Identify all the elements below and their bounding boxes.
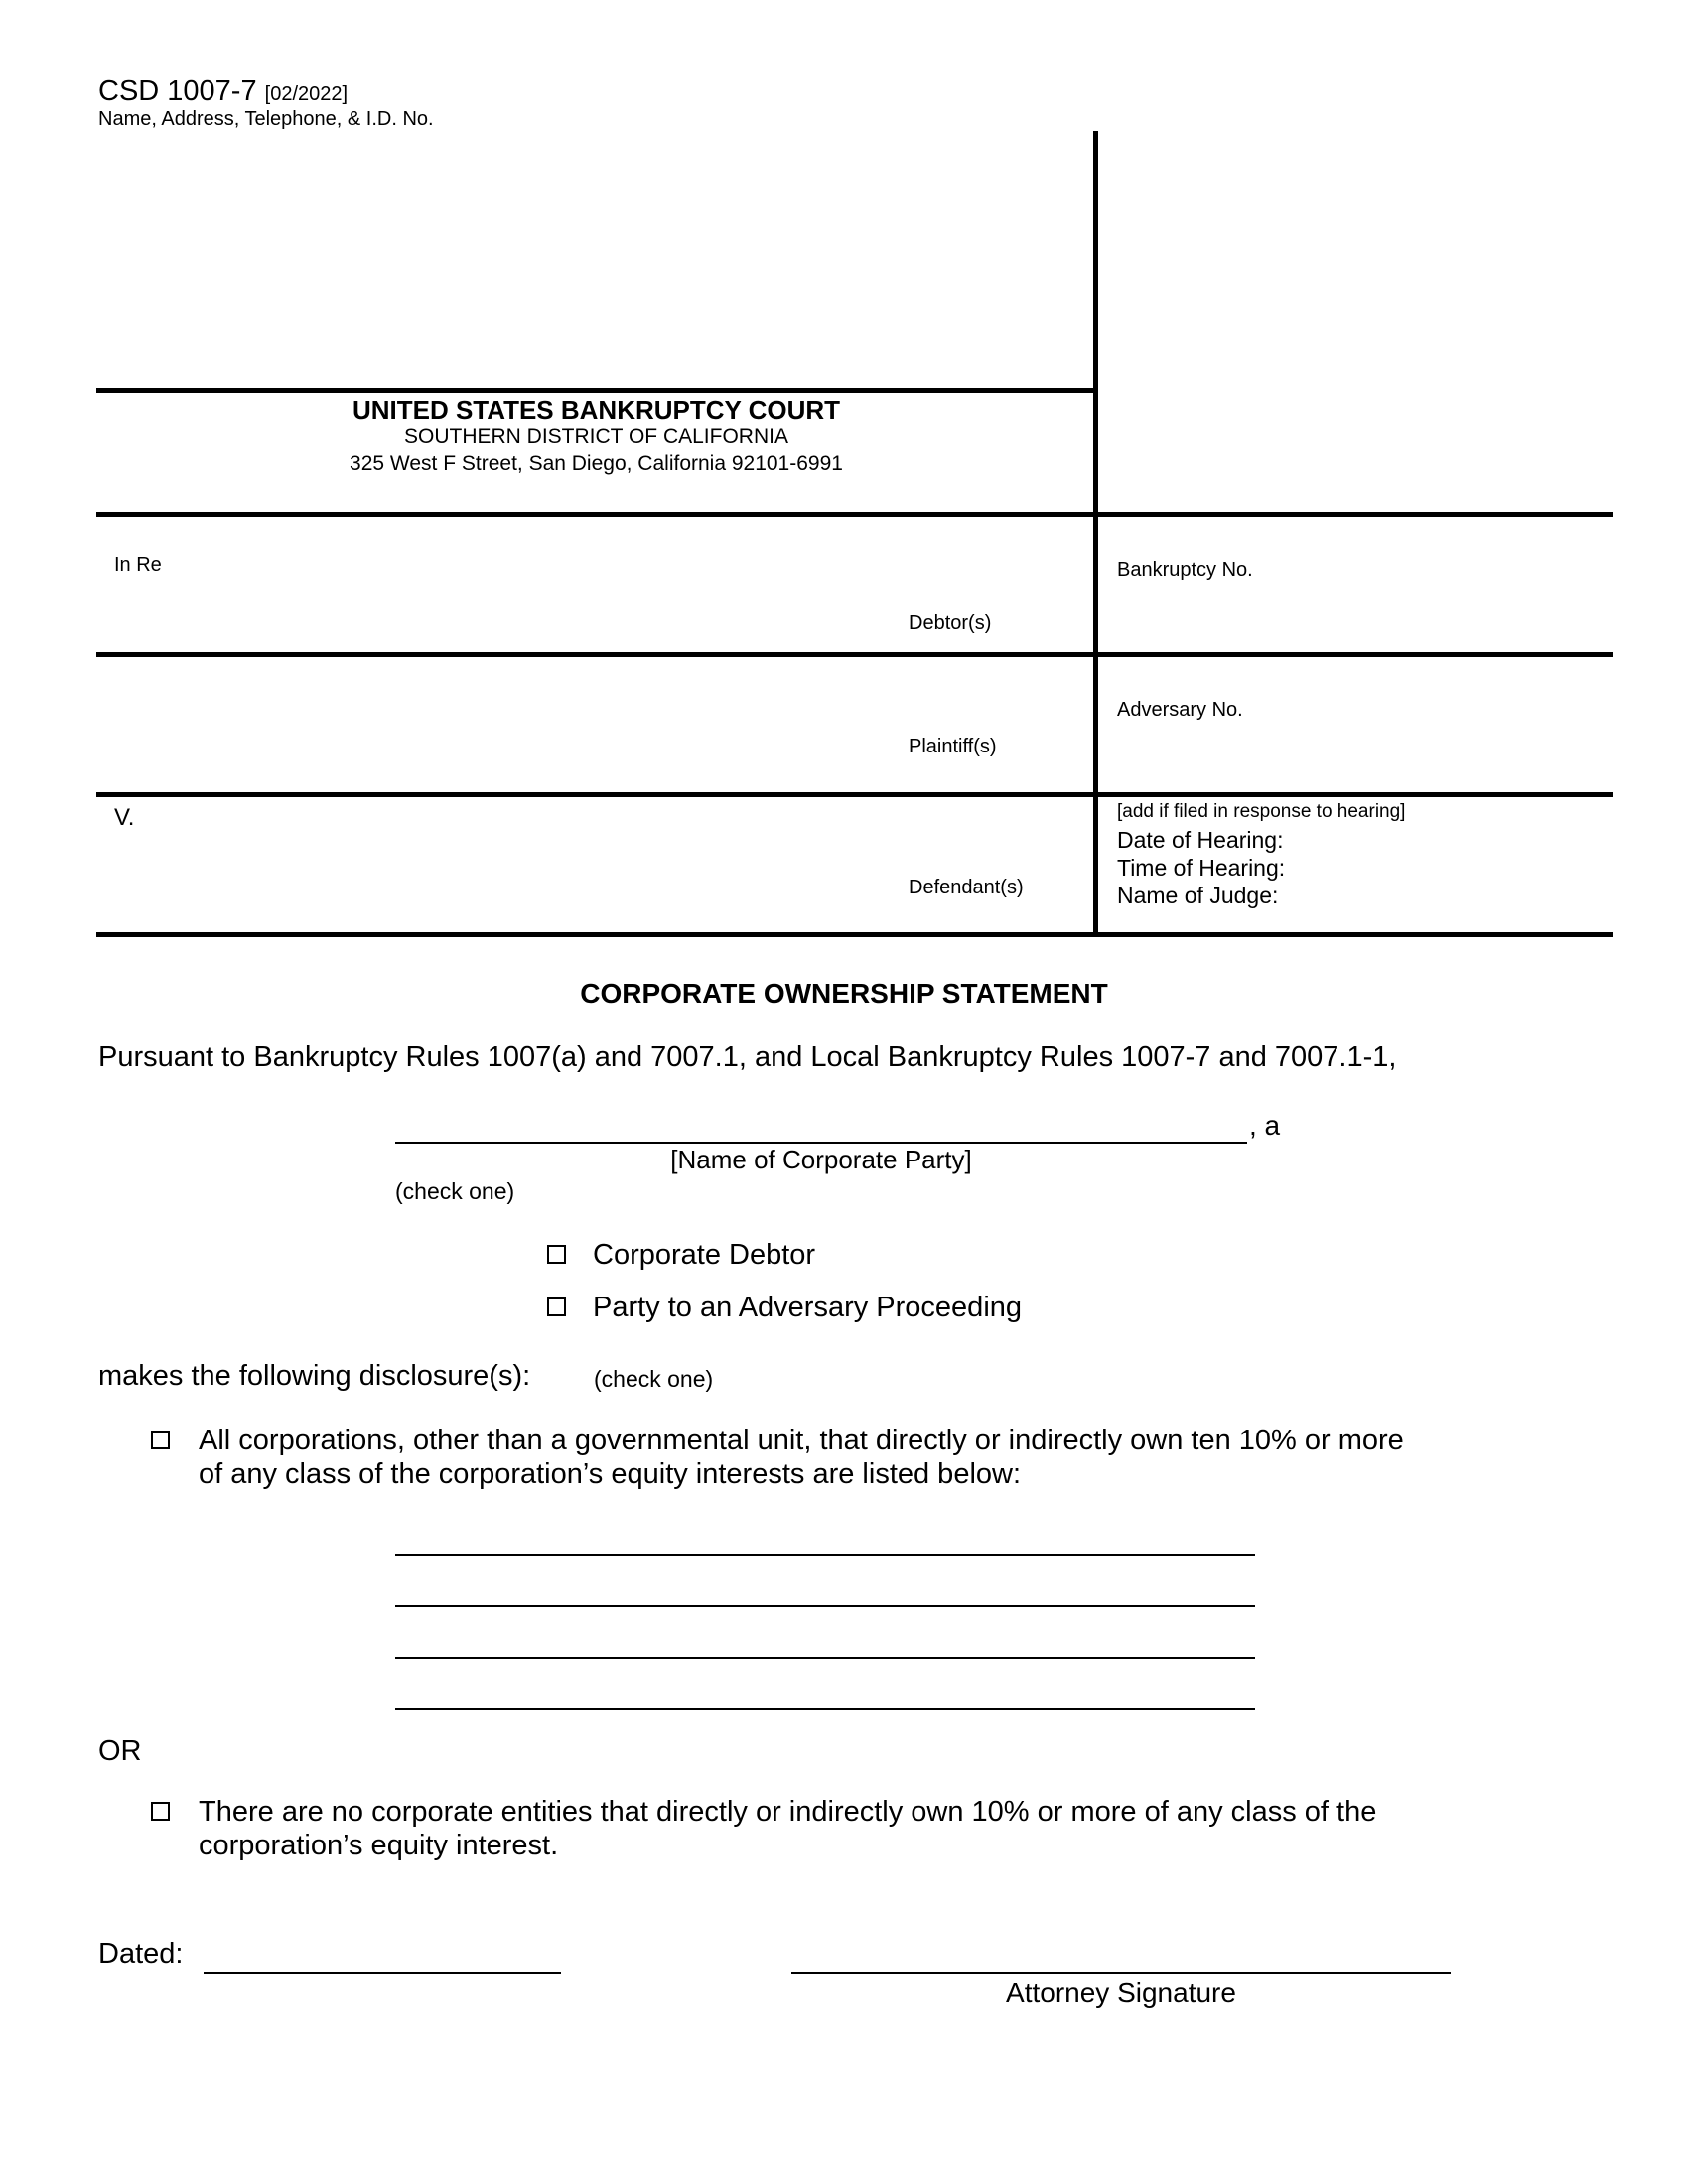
caption-rule-2 bbox=[96, 652, 1613, 657]
attorney-signature-label: Attorney Signature bbox=[1006, 1978, 1236, 2008]
adversary-no-field[interactable] bbox=[1117, 730, 1602, 769]
owner-entry-3[interactable] bbox=[395, 1619, 1255, 1655]
corporate-debtor-checkbox[interactable] bbox=[547, 1245, 566, 1264]
dated-line bbox=[204, 1972, 561, 1974]
defendant-name-field[interactable] bbox=[199, 839, 902, 879]
hearing-note: [add if filed in response to hearing] bbox=[1117, 801, 1406, 822]
owner-line-3 bbox=[395, 1657, 1255, 1659]
owner-line-1 bbox=[395, 1554, 1255, 1556]
disclosure-owners-text-line1: All corporations, other than a governmental unit, that directly or indirectly own ten 10% or more bbox=[199, 1425, 1404, 1456]
adversary-no-label: Adversary No. bbox=[1117, 699, 1243, 721]
date-of-hearing-label: Date of Hearing: bbox=[1117, 827, 1284, 853]
owner-line-4 bbox=[395, 1708, 1255, 1710]
dated-label: Dated: bbox=[98, 1938, 184, 1970]
pursuant-statement: Pursuant to Bankruptcy Rules 1007(a) and 7007.1, and Local Bankruptcy Rules 1007-7 and 7007.1-1, bbox=[98, 1041, 1397, 1073]
court-name: UNITED STATES BANKRUPTCY COURT bbox=[352, 395, 841, 425]
debtors-label: Debtor(s) bbox=[909, 613, 992, 634]
document-title: CORPORATE OWNERSHIP STATEMENT bbox=[580, 978, 1108, 1009]
plaintiff-name-field[interactable] bbox=[199, 695, 902, 735]
disclosure-owners-text-line2: of any class of the corporation’s equity interests are listed below: bbox=[199, 1458, 1022, 1490]
dated-field[interactable] bbox=[204, 1934, 561, 1970]
adversary-party-label: Party to an Adversary Proceeding bbox=[593, 1292, 1023, 1323]
party-suffix: , a bbox=[1249, 1110, 1281, 1141]
versus-label: V. bbox=[114, 804, 135, 831]
check-one-label-1: (check one) bbox=[395, 1178, 515, 1204]
attorney-info-field[interactable] bbox=[98, 139, 1085, 381]
owner-entry-4[interactable] bbox=[395, 1671, 1255, 1706]
court-top-rule bbox=[96, 388, 1096, 393]
attorney-info-label: Name, Address, Telephone, & I.D. No. bbox=[98, 108, 434, 130]
form-revision-date: [02/2022] bbox=[264, 83, 349, 105]
makes-disclosure-text: makes the following disclosure(s): bbox=[98, 1360, 531, 1392]
bankruptcy-no-field[interactable] bbox=[1117, 591, 1602, 630]
signature-line[interactable] bbox=[791, 1972, 1451, 1974]
plaintiffs-label: Plaintiff(s) bbox=[909, 736, 997, 757]
form-id bbox=[98, 75, 348, 108]
form-number: CSD 1007-7 bbox=[98, 75, 257, 107]
disclosure-none-checkbox[interactable] bbox=[151, 1802, 170, 1821]
corporate-party-name-line bbox=[395, 1142, 1247, 1144]
caption-vertical-divider bbox=[1093, 131, 1098, 937]
defendants-label: Defendant(s) bbox=[909, 877, 1024, 898]
time-of-hearing-label: Time of Hearing: bbox=[1117, 855, 1286, 881]
caption-rule-3 bbox=[96, 792, 1613, 797]
bankruptcy-no-label: Bankruptcy No. bbox=[1117, 559, 1253, 581]
court-district: SOUTHERN DISTRICT OF CALIFORNIA bbox=[404, 425, 788, 448]
caption-rule-4 bbox=[96, 932, 1613, 937]
court-address: 325 West F Street, San Diego, California 92101-6991 bbox=[350, 452, 843, 475]
or-separator: OR bbox=[98, 1735, 142, 1767]
debtor-name-field[interactable] bbox=[199, 576, 902, 615]
in-re-label: In Re bbox=[114, 554, 162, 576]
disclosure-none-text-line1: There are no corporate entities that directly or indirectly own 10% or more of any class of the bbox=[199, 1796, 1377, 1828]
owner-entry-2[interactable] bbox=[395, 1568, 1255, 1603]
corporate-debtor-label: Corporate Debtor bbox=[593, 1239, 816, 1271]
disclosure-none-text-line2: corporation’s equity interest. bbox=[199, 1830, 559, 1861]
check-one-label-2: (check one) bbox=[594, 1366, 714, 1392]
owner-line-2 bbox=[395, 1605, 1255, 1607]
owner-entry-1[interactable] bbox=[395, 1516, 1255, 1552]
name-of-judge-label: Name of Judge: bbox=[1117, 883, 1279, 908]
corporate-party-name-field[interactable] bbox=[395, 1102, 1247, 1140]
adversary-party-checkbox[interactable] bbox=[547, 1297, 566, 1316]
caption-rule-1 bbox=[96, 512, 1613, 517]
disclosure-owners-checkbox[interactable] bbox=[151, 1431, 170, 1449]
corporate-party-caption: [Name of Corporate Party] bbox=[670, 1145, 972, 1174]
